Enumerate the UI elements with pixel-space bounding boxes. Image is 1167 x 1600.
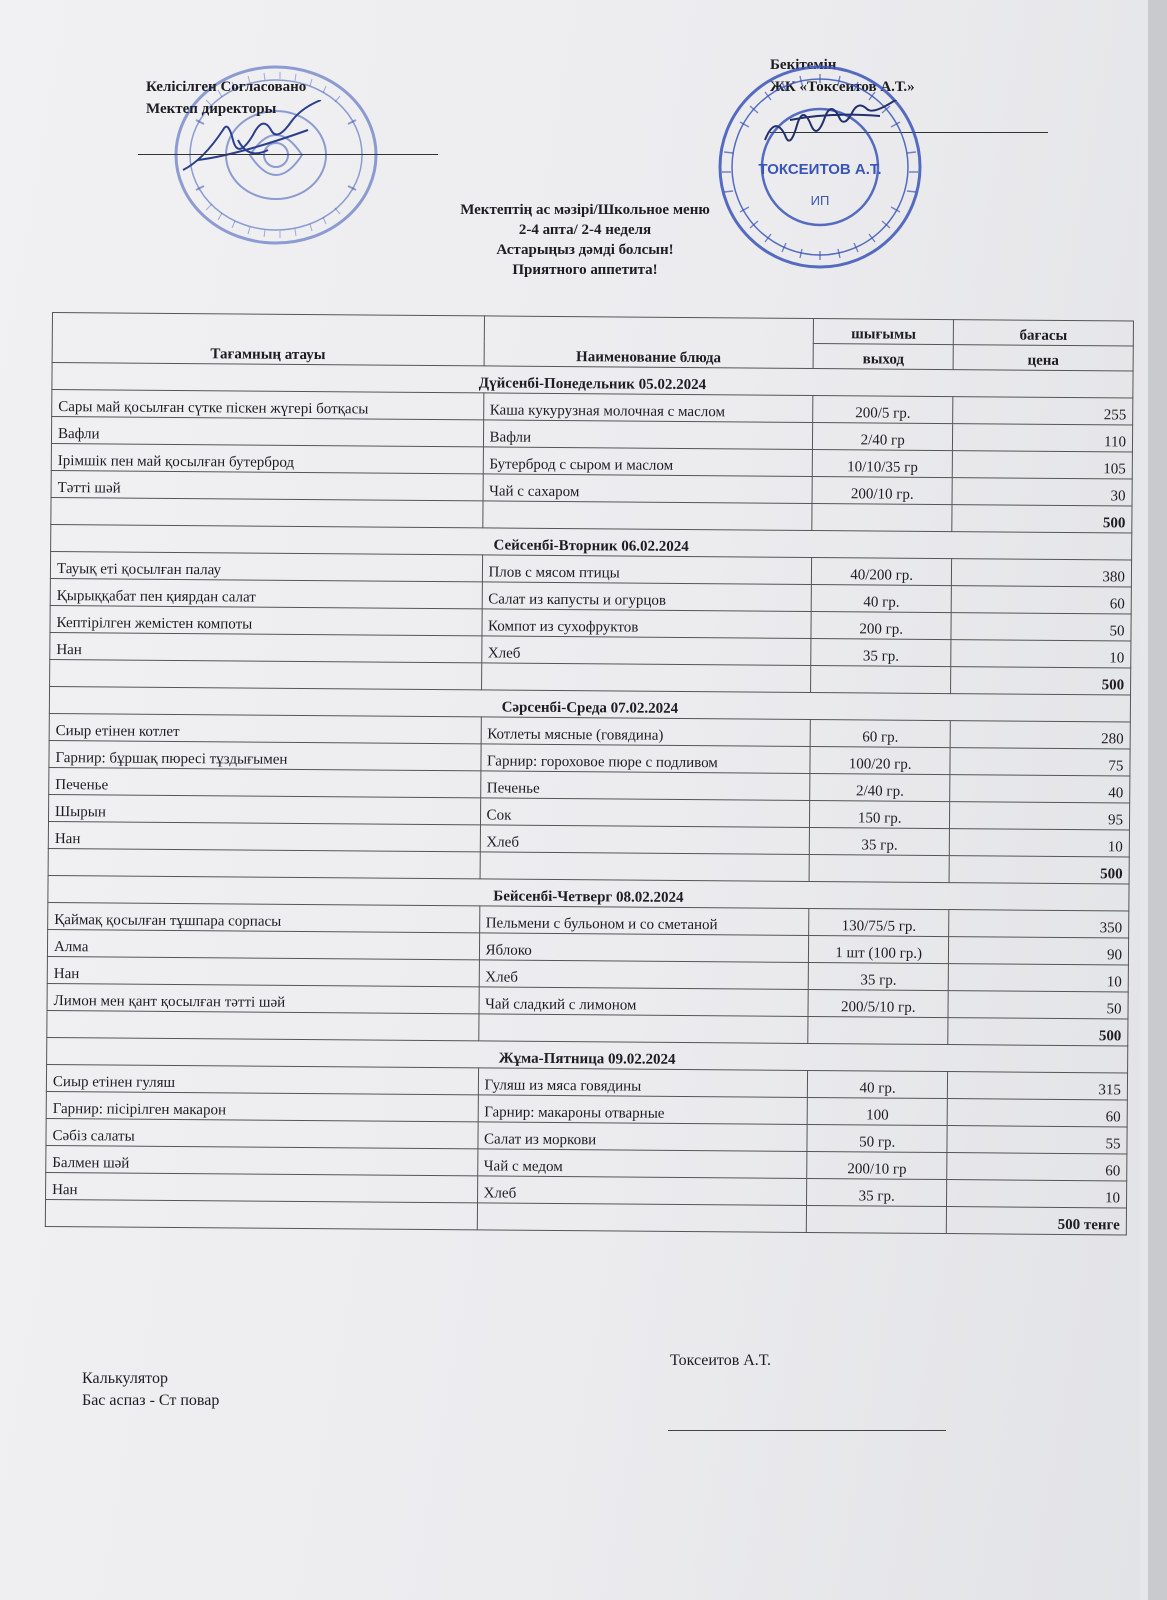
stamp-name-text: ТОКСЕИТОВ А.Т. — [758, 161, 882, 178]
title-line-1: Мектептің ас мәзірі/Школьное меню — [460, 202, 710, 218]
dish-kz: Тәтті шәй — [51, 470, 483, 500]
paper-edge — [1140, 0, 1167, 1600]
dish-output: 35 гр. — [807, 1178, 947, 1206]
approve-label: Бекітемін — [770, 57, 837, 73]
dish-price: 95 — [950, 802, 1130, 830]
dish-price: 315 — [947, 1072, 1127, 1100]
dish-ru: Яблоко — [479, 933, 809, 963]
dish-ru: Чай сладкий с лимоном — [479, 987, 809, 1017]
dish-output: 50 гр. — [807, 1124, 947, 1152]
director-signature-line — [138, 154, 438, 155]
footer-signature-line — [668, 1430, 946, 1431]
dish-kz: Гарнир: пісірілген макарон — [46, 1091, 478, 1121]
dish-kz: Алма — [47, 929, 479, 959]
dish-price: 75 — [950, 748, 1130, 776]
day-title: Жұма-Пятница 09.02.2024 — [47, 1037, 1128, 1072]
dish-kz: Гарнир: бұршақ пюресі тұздығымен — [49, 740, 481, 770]
dish-ru: Гарнир: макароны отварные — [478, 1095, 808, 1125]
dish-price: 280 — [950, 721, 1130, 749]
footer-left — [82, 1368, 219, 1412]
dish-ru: Печенье — [480, 771, 810, 801]
dish-output: 35 гр. — [809, 827, 949, 855]
dish-output: 2/40 гр — [813, 422, 953, 450]
dish-output: 200/10 гр — [807, 1151, 947, 1179]
dish-output: 200 гр. — [811, 611, 951, 639]
dish-ru: Гуляш из мяса говядины — [478, 1068, 808, 1098]
dish-output: 35 гр. — [811, 638, 951, 666]
dish-price: 255 — [953, 397, 1133, 425]
dish-price: 110 — [953, 424, 1133, 452]
dish-output: 100 — [807, 1097, 947, 1125]
stamp-sub-text: ИП — [810, 193, 830, 208]
dish-ru: Салат из капусты и огурцов — [482, 582, 812, 612]
dish-ru: Пельмени с бульоном и со сметаной — [479, 906, 809, 936]
dish-kz: Сәбіз салаты — [46, 1118, 478, 1148]
dish-ru: Чай с медом — [477, 1149, 807, 1179]
dish-ru: Сок — [480, 798, 810, 828]
day-total: 500 — [952, 505, 1132, 533]
dish-output: 40 гр. — [808, 1070, 948, 1098]
day-total: 500 — [949, 856, 1129, 884]
day-title: Бейсенбі-Четверг 08.02.2024 — [48, 875, 1129, 910]
dish-price: 10 — [949, 829, 1129, 857]
calculator-label: Калькулятор — [82, 1370, 168, 1387]
dish-ru: Чай с сахаром — [483, 474, 813, 504]
dish-kz: Сиыр етінен котлет — [49, 713, 481, 743]
dish-output: 35 гр. — [808, 962, 948, 990]
dish-kz: Печенье — [49, 767, 481, 797]
dish-price: 30 — [952, 478, 1132, 506]
menu-title — [370, 200, 800, 280]
dish-price: 60 — [947, 1153, 1127, 1181]
dish-ru: Хлеб — [480, 825, 810, 855]
dish-output: 150 гр. — [810, 800, 950, 828]
dish-kz: Кептірілген жемістен компоты — [50, 605, 482, 635]
dish-price: 10 — [947, 1180, 1127, 1208]
dish-price: 10 — [948, 964, 1128, 992]
dish-price: 105 — [952, 451, 1132, 479]
header-price-ru: цена — [953, 345, 1133, 371]
title-line-3: Астарыңыз дәмді болсын! — [496, 242, 674, 258]
day-title: Сейсенбі-Вторник 06.02.2024 — [51, 524, 1132, 559]
dish-price: 60 — [947, 1099, 1127, 1127]
dish-output: 200/5 гр. — [813, 395, 953, 423]
title-line-4: Приятного аппетита! — [512, 262, 658, 278]
dish-output: 40/200 гр. — [812, 557, 952, 585]
dish-output: 60 гр. — [810, 719, 950, 747]
dish-output: 200/10 гр. — [812, 476, 952, 504]
dish-kz: Балмен шәй — [46, 1145, 478, 1175]
dish-price: 350 — [949, 910, 1129, 938]
dish-output: 40 гр. — [811, 584, 951, 612]
dish-kz: Тауық еті қосылған палау — [50, 551, 482, 581]
dish-ru: Салат из моркови — [477, 1122, 807, 1152]
dish-kz: Нан — [48, 821, 480, 851]
director-label: Мектеп директоры — [146, 101, 277, 117]
dish-kz: Шырын — [48, 794, 480, 824]
menu-table — [45, 312, 1134, 1235]
dish-ru: Бутерброд с сыром и маслом — [483, 447, 813, 477]
header-price-kz: бағасы — [953, 320, 1133, 346]
dish-output: 2/40 гр. — [810, 773, 950, 801]
dish-ru: Компот из сухофруктов — [482, 609, 812, 639]
dish-ru: Гарнир: гороховое пюре с подливом — [480, 744, 810, 774]
dish-price: 50 — [951, 613, 1131, 641]
day-total: 500 — [948, 1018, 1128, 1046]
day-title: Сәрсенбі-Среда 07.02.2024 — [49, 686, 1130, 721]
dish-kz: Нан — [47, 956, 479, 986]
dish-price: 380 — [952, 559, 1132, 587]
dish-kz: Нан — [50, 632, 482, 662]
dish-ru: Вафли — [483, 420, 813, 450]
dish-price: 10 — [951, 640, 1131, 668]
dish-kz: Сиыр етінен гуляш — [46, 1064, 478, 1094]
entrepreneur-signature — [760, 100, 900, 160]
dish-output: 200/5/10 гр. — [808, 989, 948, 1017]
dish-kz: Нан — [46, 1172, 478, 1202]
dish-output: 100/20 гр. — [810, 746, 950, 774]
title-line-2: 2-4 апта/ 2-4 неделя — [518, 222, 652, 238]
dish-kz: Қырыққабат пен қиярдан салат — [50, 578, 482, 608]
footer-signer-name: Токсеитов А.Т. — [670, 1352, 771, 1369]
header-output-kz: шығымы — [814, 318, 954, 344]
header-output-ru: выход — [813, 343, 953, 369]
dish-ru: Хлеб — [477, 1176, 807, 1206]
dish-ru: Хлеб — [479, 960, 809, 990]
dish-output: 1 шт (100 гр.) — [809, 935, 949, 963]
dish-ru: Каша кукурузная молочная с маслом — [483, 393, 813, 423]
dish-kz: Лимон мен қант қосылған тәтті шәй — [47, 983, 479, 1013]
dish-ru: Котлеты мясные (говядина) — [481, 717, 811, 747]
dish-output: 10/10/35 гр — [812, 449, 952, 477]
dish-price: 55 — [947, 1126, 1127, 1154]
approval-left — [146, 76, 306, 120]
dish-price: 50 — [948, 991, 1128, 1019]
dish-ru: Плов с мясом птицы — [482, 555, 812, 585]
dish-kz: Ірімшік пен май қосылған бутерброд — [51, 443, 483, 473]
dish-price: 40 — [950, 775, 1130, 803]
day-total: 500 тенге — [946, 1207, 1126, 1235]
dish-price: 90 — [949, 937, 1129, 965]
day-total: 500 — [951, 667, 1131, 695]
chef-label: Бас аспаз - Ст повар — [82, 1392, 220, 1409]
entrepreneur-label: ЖК «Токсеитов А.Т.» — [770, 79, 915, 95]
header-ru-dish: Наименование блюда — [484, 316, 814, 369]
agreed-label: Келісілген Согласовано — [146, 79, 307, 95]
dish-kz: Вафли — [51, 417, 483, 447]
dish-kz: Сары май қосылған сүтке піскен жүгері ботқасы — [52, 390, 484, 420]
header-kz-dish: Тағамның атауы — [52, 313, 484, 366]
dish-ru: Хлеб — [481, 636, 811, 666]
dish-kz: Қаймақ қосылған тұшпара сорпасы — [48, 902, 480, 932]
day-title: Дүйсенбі-Понедельник 05.02.2024 — [52, 363, 1133, 398]
dish-price: 60 — [951, 586, 1131, 614]
dish-output: 130/75/5 гр. — [809, 908, 949, 936]
